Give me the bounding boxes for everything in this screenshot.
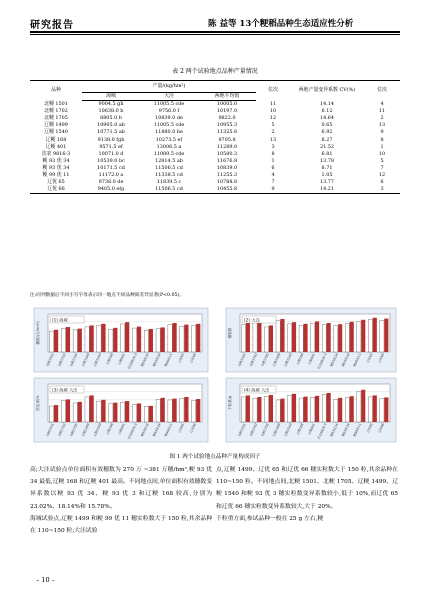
bar-dawa [196, 324, 200, 352]
table-cell: 6.12 [321, 108, 333, 115]
table-cell: 14.64 [319, 115, 334, 122]
table-cell: 10771.5 ab [97, 129, 125, 136]
bar-dawa [66, 399, 70, 422]
table-cell: 4 [271, 172, 275, 179]
bar-dawa [338, 324, 342, 352]
table-cell: 14.21 [290, 186, 364, 194]
table-cell: 9705.8 [218, 136, 236, 143]
bar-dawa [161, 398, 165, 422]
table-caption: 表 2 两个试验地点品种产量情况 [172, 68, 258, 75]
x-tick-label: 辽优65 [365, 422, 374, 434]
table-row [30, 179, 400, 186]
table-cell: 11880.0 be [155, 129, 183, 136]
table-cell: 10955.3 [216, 122, 238, 129]
x-tick-label: 辽粳168 [105, 352, 115, 366]
bar-dawa [101, 324, 105, 352]
table-cell: 5 [271, 122, 275, 129]
table-cell: 粳 99 优 11 [42, 172, 70, 179]
x-tick-label: 北粳1705 [260, 352, 270, 368]
bar-haicheng [132, 328, 136, 352]
bar-haicheng [156, 399, 160, 422]
bar-haicheng [276, 321, 280, 352]
table-cell: 辽优 66 [30, 186, 82, 194]
table-cell: 11506.5 cd [155, 164, 183, 171]
bar-haicheng [192, 325, 196, 352]
table-cell: 辽优 65 [47, 179, 65, 186]
bar-haicheng [334, 326, 338, 352]
bar-haicheng [85, 327, 89, 352]
table-cell: 14.14 [319, 100, 334, 107]
bar-haicheng [322, 395, 326, 422]
table-cell: 7 [380, 164, 384, 171]
figure-charts [30, 306, 400, 446]
bar-haicheng [132, 405, 136, 422]
table-cell: 10905.0 ab [97, 122, 125, 129]
y-axis-label: 结实率/% [36, 395, 40, 411]
table-cell: 11005.5 cde [153, 101, 185, 108]
x-tick-label: 粳93优34 [151, 422, 162, 438]
bar-haicheng [120, 324, 124, 352]
table-cell: 13006.5 a [156, 143, 182, 150]
bar-haicheng [299, 398, 303, 422]
table-cell: 11089.5 cde [153, 150, 185, 157]
table-cell: 10171.5 cd [97, 164, 125, 171]
bar-haicheng [156, 329, 160, 352]
table-cell: 7 [271, 179, 275, 186]
table-cell: 10839.0 [216, 164, 238, 171]
table-cell: 6 [271, 164, 275, 171]
table-cell: 0.65 [321, 122, 333, 129]
bar-dawa [361, 390, 365, 422]
table-row [30, 172, 400, 179]
table-cell: 10638.0 b [98, 108, 124, 115]
bar-dawa [384, 319, 388, 352]
bar-haicheng [97, 401, 101, 422]
bar-haicheng [168, 400, 172, 422]
panel-label: (4) 海城 大洼 [244, 387, 270, 393]
x-tick-label: 辽粳168 [295, 352, 305, 366]
table-cell: 3 [364, 186, 400, 194]
bar-haicheng [49, 331, 53, 352]
table-cell: 11839.5 c [156, 179, 182, 186]
body-column-right [216, 464, 398, 525]
bar-dawa [66, 327, 70, 352]
bar-dawa [78, 329, 82, 352]
y-axis-label: 穗数/(万/hm²) [36, 321, 40, 345]
bar-dawa [89, 325, 93, 352]
panel-label: (2) 大洼 [244, 317, 260, 323]
x-tick-label: 北粳1501 [45, 422, 55, 438]
bar-haicheng [368, 320, 372, 352]
x-tick-label: 辽粳1540 [92, 352, 103, 368]
table-cell: 9405.0 efg [82, 186, 140, 194]
x-tick-label: 辽优65 [177, 352, 186, 364]
bar-haicheng [357, 322, 361, 352]
bar-dawa [269, 325, 273, 352]
bar-dawa [384, 397, 388, 422]
col-header-rank-cv: 位次 [364, 81, 400, 101]
bar-haicheng [144, 330, 148, 352]
x-tick-label: 粳99优11 [163, 352, 174, 368]
bar-haicheng [144, 407, 148, 422]
bar-haicheng [345, 324, 349, 353]
bar-haicheng [192, 400, 196, 422]
table-cell: 13 [378, 122, 386, 129]
x-tick-label: 辽粳401 [307, 352, 316, 366]
bar-haicheng [61, 328, 65, 352]
bar-dawa [149, 329, 153, 352]
x-tick-label: 北粳1501 [237, 352, 247, 368]
table-cell: 21.52 [319, 143, 334, 150]
table-cell: 9138.0 fgh [97, 136, 125, 143]
bar-dawa [327, 393, 331, 422]
figure-1 [30, 306, 400, 446]
bar-haicheng [120, 402, 124, 422]
x-tick-label: 粳99优11 [163, 422, 174, 438]
table-cell: 5 [380, 157, 384, 164]
body-column-left [30, 464, 212, 537]
bar-haicheng [311, 323, 315, 352]
table-row [30, 165, 400, 172]
bar-dawa [89, 395, 93, 422]
table-cell: 11289.0 [216, 143, 238, 150]
table-cell: 沈农 9816-3 [41, 150, 71, 157]
bar-dawa [184, 397, 188, 422]
bar-dawa [361, 320, 365, 352]
y-axis-label: 穗粒数 [228, 327, 232, 339]
table-cell: 粳 93 优 34 [42, 157, 70, 164]
x-tick-label: 粳93优34 [340, 352, 351, 368]
bar-haicheng [276, 400, 280, 422]
col-header-variety: 品种 [30, 81, 82, 101]
table-cell: 9571.5 ef [99, 143, 123, 150]
bar-dawa [303, 397, 307, 422]
table-cell: 2 [271, 129, 275, 136]
table-cell: 北粳 1702 [44, 108, 68, 115]
header-rule-thin [30, 34, 400, 35]
bar-haicheng [253, 398, 257, 422]
bar-haicheng [109, 329, 113, 352]
table-cell: 8.27 [321, 136, 333, 143]
table-cell: 11325.8 [216, 129, 238, 136]
x-tick-label: 沈农9816-3 [126, 352, 138, 370]
bar-haicheng [334, 399, 338, 422]
bar-dawa [113, 328, 117, 352]
bar-haicheng [345, 398, 349, 422]
bar-dawa [246, 395, 250, 422]
col-header-haicheng: 海城 [82, 93, 140, 101]
x-tick-label: 辽粳401 [117, 422, 126, 436]
bar-dawa [350, 396, 354, 422]
x-tick-label: 北粳1705 [68, 352, 79, 368]
bar-haicheng [180, 398, 184, 422]
bar-dawa [303, 324, 307, 352]
table-cell: 13.77 [319, 179, 334, 186]
bar-haicheng [85, 397, 89, 422]
table-cell: 9004.5 gh [98, 101, 124, 108]
figure-caption: 图 1 两个试验地点品种产量构成因子 [169, 454, 261, 460]
table-cell: 6.81 [321, 150, 333, 157]
bar-dawa [257, 397, 261, 422]
table-cell: 11 [378, 108, 386, 115]
bar-dawa [78, 402, 82, 422]
bar-haicheng [322, 325, 326, 352]
col-header-cv: 两地产量变异系数 CV(%) [290, 81, 364, 101]
bar-dawa [315, 321, 319, 352]
bar-dawa [373, 318, 377, 352]
table-row [30, 122, 400, 129]
bar-haicheng [288, 395, 292, 422]
table-cell: 10539.0 bc [97, 157, 125, 164]
x-tick-label: 北粳1702 [248, 422, 259, 438]
col-header-yield: 产量/(kg/hm²) [82, 81, 256, 93]
bar-haicheng [380, 320, 384, 352]
x-tick-label: 沈农9816-3 [316, 422, 328, 440]
table-cell: 11676.8 [216, 157, 238, 164]
table-note: 注:同列数据后不同小写字母表示同一地点不同品种间差异显著(P<0.05)。 [30, 293, 185, 298]
table-cell: 10197.0 [216, 108, 238, 115]
table-cell: 8805.0 h [100, 115, 122, 122]
x-tick-label: 辽粳168 [295, 422, 305, 436]
bar-haicheng [97, 325, 101, 352]
bar-dawa [54, 405, 58, 422]
journal-section-title: 研究报告 [30, 20, 74, 31]
x-tick-label: 辽粳168 [105, 422, 115, 436]
table-cell: 8 [380, 136, 384, 143]
bar-haicheng [264, 397, 268, 422]
bar-dawa [184, 325, 188, 352]
x-tick-label: 辽粳1540 [283, 422, 293, 438]
table-cell: 10580.3 [216, 150, 238, 157]
bar-haicheng [288, 324, 292, 352]
bar-dawa [257, 321, 261, 352]
table-cell: 11255.3 [216, 172, 238, 179]
bar-dawa [113, 403, 117, 422]
table-cell: 4 [380, 100, 384, 107]
x-tick-label: 辽粳401 [117, 352, 126, 366]
x-tick-label: 粳99优11 [352, 352, 363, 368]
table-cell: 12 [378, 172, 386, 179]
x-tick-label: 粳93优34 [329, 352, 339, 368]
table-cell: 10071.0 d [98, 150, 124, 157]
bar-haicheng [241, 325, 245, 352]
x-tick-label: 粳93优34 [329, 422, 339, 438]
table-cell: 辽粳 1540 [44, 129, 68, 136]
x-tick-label: 辽优65 [177, 422, 186, 434]
table-row [30, 158, 400, 165]
x-tick-label: 辽优66 [189, 422, 197, 434]
x-tick-label: 北粳1702 [57, 422, 67, 438]
table-cell: 10455.8 [198, 186, 256, 194]
body-text-right: 点,辽粳 1499、辽优 65 和辽优 66 穗实粒数大于 150 粒,其余品种在 110~150 粒。不同地点间,北粳 1501、北粳 1705、辽粳 1499、辽粳 1540 和粳 93 优 3 穗实粒数变异系数较小,低于 10%,而辽优 65 和辽优 66 穗实粒数变异系数较大,大于 20%。 千粒重方面,参试品种一般在 25 g 左右,粳 [216, 467, 398, 522]
table-row [30, 129, 400, 136]
bar-dawa [350, 322, 354, 352]
bar-dawa [280, 399, 284, 422]
x-tick-label: 辽优66 [377, 352, 386, 364]
table-cell: 2 [380, 115, 384, 122]
table-cell: 11506.5 cd [140, 186, 198, 194]
table-row [30, 115, 400, 122]
bar-haicheng [253, 322, 257, 352]
col-header-rank: 位次 [256, 81, 290, 101]
col-header-dawa: 大洼 [140, 93, 198, 101]
bar-haicheng [168, 325, 172, 352]
bar-haicheng [311, 397, 315, 422]
table-cell: 11172.0 a [98, 172, 124, 179]
bar-haicheng [73, 403, 77, 422]
table-cell: 1 [271, 157, 275, 164]
table-cell: 11005.5 cde [153, 122, 185, 129]
bar-dawa [101, 400, 105, 422]
table-cell: 9 [256, 186, 290, 194]
bar-haicheng [109, 404, 113, 422]
table-cell: 辽粳 401 [45, 143, 67, 150]
page-number: – 10 – [36, 576, 55, 584]
panel-label: (3) 海城 大洼 [52, 387, 78, 393]
x-tick-label: 粳99优11 [352, 422, 363, 438]
bar-dawa [315, 396, 319, 422]
bar-dawa [292, 322, 296, 352]
table-cell: 1 [380, 143, 384, 150]
bar-dawa [137, 327, 141, 352]
table-row [30, 108, 400, 115]
x-tick-label: 北粳1702 [248, 352, 259, 368]
bar-haicheng [73, 330, 77, 352]
bar-haicheng [180, 326, 184, 352]
bar-dawa [292, 394, 296, 422]
table-cell: 辽粳 1499 [44, 122, 68, 129]
bar-haicheng [368, 397, 372, 422]
table-cell: 12 [269, 115, 277, 122]
bar-haicheng [357, 392, 361, 422]
table-row [30, 137, 400, 144]
panel-label: (1) 海城 [52, 317, 68, 323]
x-tick-label: 辽粳1540 [92, 422, 103, 438]
table-cell: 8.71 [321, 164, 333, 171]
x-tick-label: 辽粳1499 [271, 422, 282, 438]
bar-dawa [280, 319, 284, 352]
table-cell: 10788.8 [216, 179, 238, 186]
bar-haicheng [299, 325, 303, 352]
bar-dawa [125, 401, 129, 422]
running-title: 陈 益等 13个粳稻品种生态适应性分析 [208, 19, 354, 29]
table-row [30, 101, 400, 109]
table-cell: 10273.5 ef [155, 136, 183, 143]
bar-haicheng [49, 406, 53, 422]
body-text-left: 高;大洼试验点单位面积有效穗数为 270 万 ~381 万穗/hm²,粳 93 优 34 最低,辽粳 168 和辽粳 401 最高。不同地点间,单位面积有效穗数变异系数以粳 93 优 34、粳 93 优 3 和辽粳 168 较高,分别为 23.02%、18.14%和 15.78%。 海城试验点,辽粳 1499 和粳 99 优 11 穗实粒数大于 150 粒,其余品种在 110~150 粒;大洼试验 [30, 467, 212, 535]
x-tick-label: 辽粳401 [307, 422, 316, 436]
bar-dawa [172, 399, 176, 422]
bar-dawa [196, 399, 200, 422]
table-cell: 10 [378, 150, 386, 157]
x-tick-label: 沈农9816-3 [126, 422, 138, 440]
table-cell: 10005.0 [216, 101, 238, 108]
x-tick-label: 北粳1501 [237, 422, 247, 438]
bar-dawa [269, 395, 273, 422]
x-tick-label: 粳93优34 [151, 352, 162, 368]
table-cell: 11338.5 cd [155, 172, 183, 179]
x-tick-label: 辽粳1499 [80, 352, 91, 368]
table-cell: 10839.0 de [155, 115, 183, 122]
x-tick-label: 北粳1705 [260, 422, 270, 438]
table-row [30, 151, 400, 158]
table-cell: 6.92 [321, 129, 333, 136]
x-tick-label: 沈农9816-3 [316, 352, 328, 370]
x-tick-label: 辽粳1499 [80, 422, 91, 438]
table-cell: 13.78 [319, 157, 334, 164]
table-cell: 11 [269, 100, 277, 107]
bar-haicheng [380, 399, 384, 422]
table-cell: 辽粳 168 [45, 136, 67, 143]
table-cell: 9 [380, 129, 384, 136]
bar-dawa [327, 323, 331, 352]
table-cell: 9822.0 [218, 115, 236, 122]
y-axis-label: 千粒重/g [228, 395, 232, 411]
bar-dawa [172, 323, 176, 352]
table-cell: 9738.0 de [98, 179, 124, 186]
x-tick-label: 辽粳1540 [283, 352, 293, 368]
x-tick-label: 北粳1702 [57, 352, 67, 368]
bar-dawa [149, 406, 153, 422]
table-cell: 13 [269, 136, 277, 143]
x-tick-label: 北粳1501 [45, 352, 55, 368]
bar-dawa [373, 395, 377, 422]
bar-haicheng [61, 401, 65, 422]
x-tick-label: 辽优66 [377, 422, 386, 434]
table-cell: 3 [271, 143, 275, 150]
x-tick-label: 粳93优34 [140, 422, 150, 438]
bar-dawa [125, 322, 129, 352]
x-tick-label: 北粳1705 [68, 422, 79, 438]
bar-haicheng [241, 397, 245, 422]
table-cell: 粳 93 优 34 [42, 164, 70, 171]
table-cell: 北粳 1501 [44, 100, 68, 107]
header-rule [30, 31, 400, 33]
table-row [30, 186, 400, 194]
bar-dawa [161, 327, 165, 352]
table-cell: 1.05 [321, 172, 333, 179]
table-cell: 8 [271, 150, 275, 157]
table-cell: 北粳 1705 [44, 115, 68, 122]
bar-dawa [137, 403, 141, 422]
bar-dawa [54, 330, 58, 352]
bar-haicheng [264, 327, 268, 352]
x-tick-label: 粳93优34 [340, 422, 351, 438]
table-cell: 12814.5 ab [155, 157, 183, 164]
yield-table [30, 80, 400, 194]
col-header-mean: 两地平均值 [198, 93, 256, 101]
table-cell: 10 [269, 108, 277, 115]
x-tick-label: 辽优66 [189, 352, 197, 364]
bar-dawa [246, 323, 250, 352]
table-cell: 9756.0 f [158, 108, 180, 115]
table-row [30, 144, 400, 151]
table-cell: 6 [380, 179, 384, 186]
x-tick-label: 辽粳1499 [271, 352, 282, 368]
x-tick-label: 粳93优34 [140, 352, 150, 368]
x-tick-label: 辽优65 [365, 352, 374, 364]
bar-dawa [338, 398, 342, 422]
